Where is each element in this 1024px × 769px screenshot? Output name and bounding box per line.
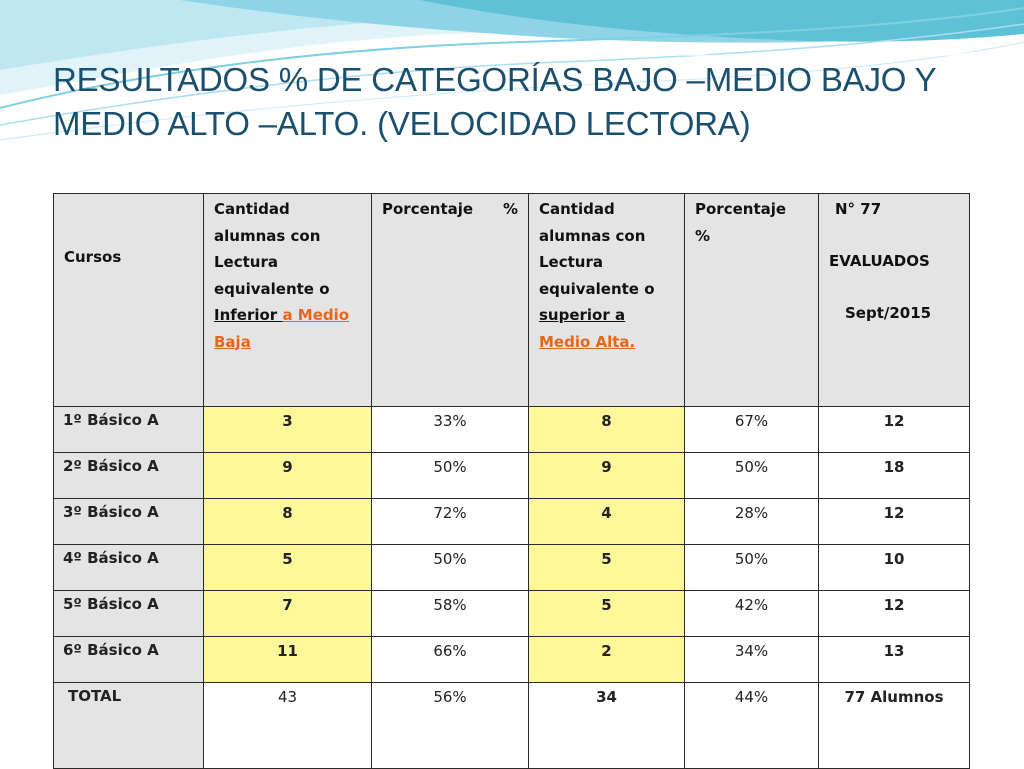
pct-bajo: 58%: [372, 591, 529, 637]
count-bajo: 8: [204, 499, 372, 545]
medio-baja-highlight: a Medio Baja: [214, 306, 350, 351]
table-row: [54, 499, 970, 545]
header-cursos: Cursos: [54, 194, 204, 407]
pct-alto: 50%: [685, 453, 819, 499]
table-row: [54, 453, 970, 499]
count-alto: 5: [529, 545, 685, 591]
table-row: [54, 637, 970, 683]
course-label: 2º Básico A: [54, 453, 204, 499]
pct-bajo: 50%: [372, 545, 529, 591]
course-label: 5º Básico A: [54, 591, 204, 637]
header-cantidad-alto: Cantidad alumnas con Lectura equivalente o superior a Medio Alta.: [529, 194, 685, 407]
pct-bajo: 33%: [372, 407, 529, 453]
table-header-row: [54, 194, 970, 407]
count-alto: 5: [529, 591, 685, 637]
total-pct-bajo: 56%: [372, 683, 529, 769]
header-porcentaje-bajo: Porcentaje %: [372, 194, 529, 407]
count-bajo: 3: [204, 407, 372, 453]
count-bajo: 11: [204, 637, 372, 683]
pct-alto: 50%: [685, 545, 819, 591]
total-label: TOTAL: [54, 683, 204, 769]
total-evaluados: 12: [819, 591, 970, 637]
count-bajo: 5: [204, 545, 372, 591]
total-pct-alto: 44%: [685, 683, 819, 769]
table-row: [54, 545, 970, 591]
medio-alta-highlight: Medio Alta.: [539, 332, 636, 351]
total-evaluados: 12: [819, 407, 970, 453]
course-label: 1º Básico A: [54, 407, 204, 453]
count-bajo: 7: [204, 591, 372, 637]
header-cantidad-bajo: Cantidad alumnas con Lectura equivalente o Inferior a Medio Baja: [204, 194, 372, 407]
total-evaluados: 12: [819, 499, 970, 545]
pct-alto: 42%: [685, 591, 819, 637]
pct-alto: 67%: [685, 407, 819, 453]
pct-alto: 28%: [685, 499, 819, 545]
slide-title: RESULTADOS % DE CATEGORÍAS BAJO –MEDIO BAJO Y MEDIO ALTO –ALTO. (VELOCIDAD LECTORA): [53, 61, 936, 142]
count-alto: 9: [529, 453, 685, 499]
total-bajo: 43: [204, 683, 372, 769]
table-total-row: [54, 683, 970, 769]
course-label: 3º Básico A: [54, 499, 204, 545]
total-alto: 34: [529, 683, 685, 769]
pct-alto: 34%: [685, 637, 819, 683]
count-bajo: 9: [204, 453, 372, 499]
pct-bajo: 50%: [372, 453, 529, 499]
course-label: 4º Básico A: [54, 545, 204, 591]
pct-bajo: 72%: [372, 499, 529, 545]
total-evaluados: 10: [819, 545, 970, 591]
table-row: [54, 591, 970, 637]
pct-bajo: 66%: [372, 637, 529, 683]
table-row: [54, 407, 970, 453]
total-evaluados: 18: [819, 453, 970, 499]
results-table: [53, 193, 970, 769]
count-alto: 2: [529, 637, 685, 683]
count-alto: 8: [529, 407, 685, 453]
total-alumnos: 77 Alumnos: [819, 683, 970, 769]
total-evaluados: 13: [819, 637, 970, 683]
count-alto: 4: [529, 499, 685, 545]
header-porcentaje-alto: Porcentaje %: [685, 194, 819, 407]
course-label: 6º Básico A: [54, 637, 204, 683]
header-evaluados: N° 77 EVALUADOS Sept/2015: [819, 194, 970, 407]
